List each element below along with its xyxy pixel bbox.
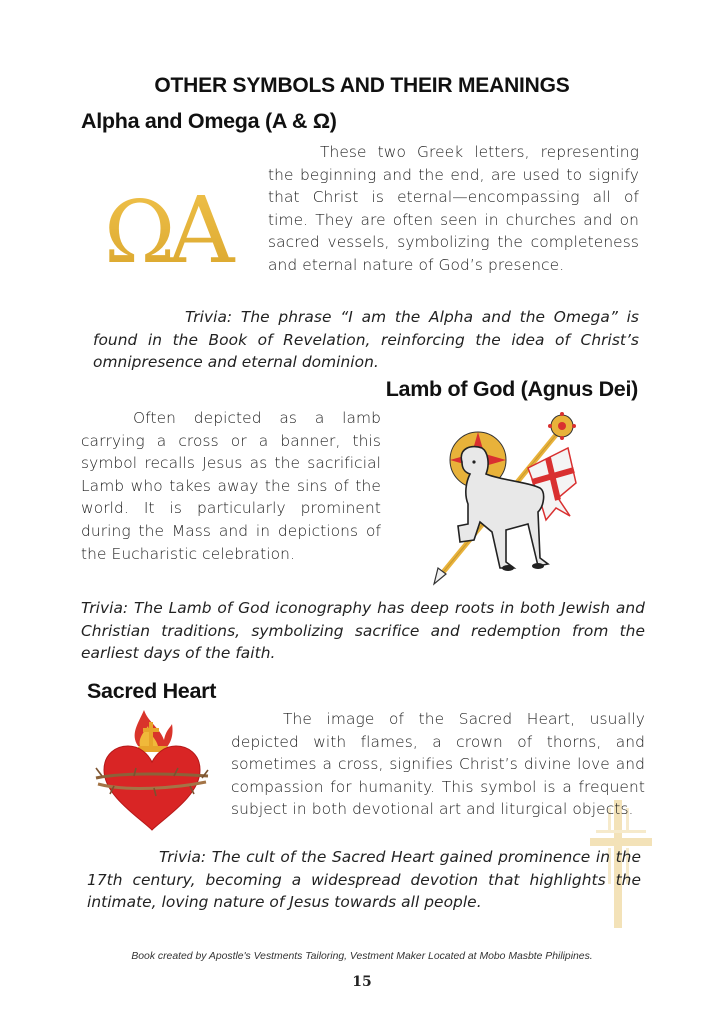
section-heading-alpha-omega: Alpha and Omega (A & Ω)	[81, 109, 337, 133]
section-body-lamb-of-god: Often depicted as a lamb carrying a cross or a banner, this symbol recalls Jesus as the sacrificial Lamb who takes away the sins of the world. It is particularly prominent during the Mass and in depictions of the Eucharistic celebration.	[81, 409, 381, 563]
section-body-alpha-omega: These two Greek letters, representing the beginning and the end, are used to signify that Christ is eternal—encompassing all of time. They are often seen in churches and on sacred vessels, symbolizing the completeness and eternal nature of God’s presence.	[268, 143, 639, 274]
section-heading-lamb-of-god: Lamb of God (Agnus Dei)	[385, 377, 638, 401]
section-trivia-sacred-heart: Trivia: The cult of the Sacred Heart gained prominence in the 17th century, becoming a widespread devotion that highlights the intimate, loving nature of Jesus towards all people.	[87, 848, 641, 912]
section-trivia-alpha-omega	[93, 306, 639, 374]
sacred-heart-icon	[94, 706, 210, 836]
section-trivia-lamb-of-god: Trivia: The Lamb of God iconography has deep roots in both Jewish and Christian traditions, symbolizing sacrifice and redemption from the earliest days of the faith.	[81, 599, 645, 663]
section-heading-sacred-heart: Sacred Heart	[87, 679, 217, 703]
trivia-text: Trivia: The phrase “I am the Alpha and the Omega” is found in the Book of Revelation, reinforcing the idea of Christ’s omnipresence and eternal dominion.	[93, 308, 639, 372]
lamb-of-god-icon	[428, 408, 588, 588]
alpha-glyph: A	[168, 180, 235, 270]
page-number: 15	[352, 974, 372, 990]
footer-credit: Book created by Apostle's Vestments Tailoring, Vestment Maker Located at Mobo Masbte Philipines.	[131, 951, 593, 962]
page-title: OTHER SYMBOLS AND THEIR MEANINGS	[154, 74, 570, 97]
alpha-omega-icon	[104, 180, 254, 270]
section-body-sacred-heart: The image of the Sacred Heart, usually depicted with flames, a crown of thorns, and sometimes a cross, signifies Christ’s divine love and compassion for humanity. This symbol is a frequent subject in both devotional art and liturgical objects.	[231, 710, 645, 819]
omega-glyph: Ω	[104, 183, 176, 270]
